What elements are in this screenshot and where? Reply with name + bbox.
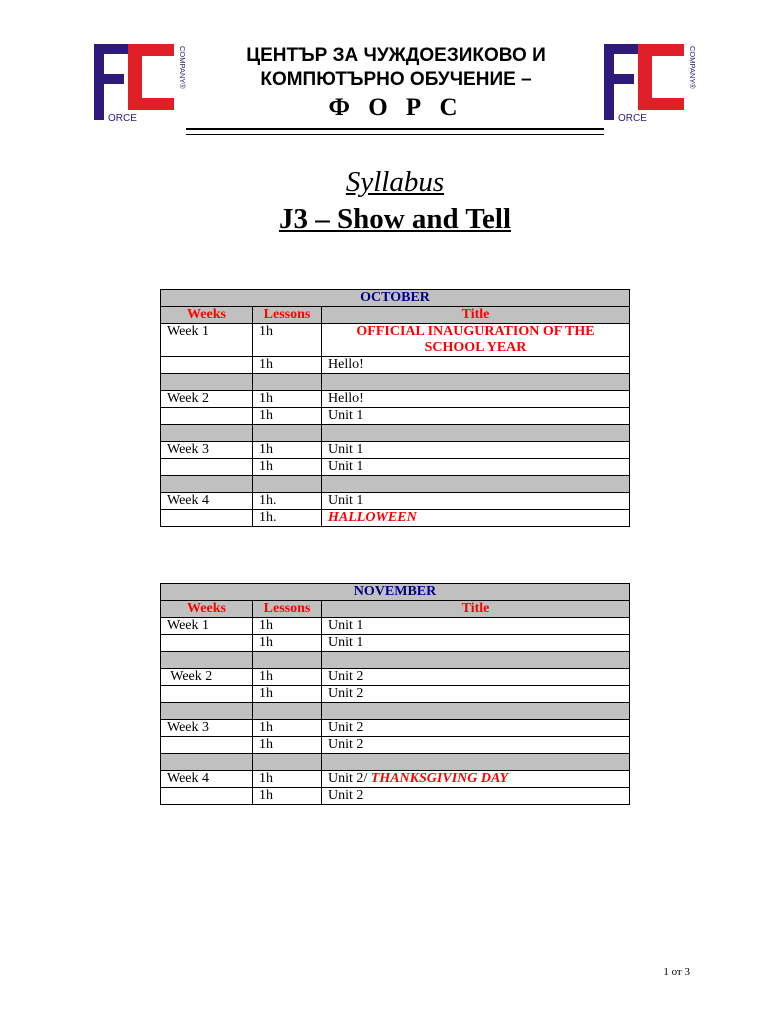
month-header: OCTOBER <box>161 290 630 307</box>
force-logo-left <box>92 42 188 122</box>
table-row: Week 2 1h Unit 2 <box>161 669 630 686</box>
separator-row <box>161 703 630 720</box>
inauguration-title: OFFICIAL INAUGURATION OF THE SCHOOL YEAR <box>322 324 630 357</box>
header-rule-thick <box>186 128 604 130</box>
halloween-title: HALLOWEEN <box>322 510 630 527</box>
table-row: Week 2 1h Hello! <box>161 391 630 408</box>
table-row: Week 3 1h Unit 2 <box>161 720 630 737</box>
col-lessons: Lessons <box>253 307 322 324</box>
force-logo-right <box>602 42 698 122</box>
table-row: Week 4 1h Unit 2/ THANKSGIVING DAY <box>161 771 630 788</box>
header-line-2: КОМПЮТЪРНО ОБУЧЕНИЕ – <box>260 69 532 90</box>
logo-company-text: COMPANY® <box>688 46 697 89</box>
table-row: 1h Hello! <box>161 357 630 374</box>
course-title: J3 – Show and Tell <box>278 203 512 235</box>
table-row: 1h Unit 1 <box>161 408 630 425</box>
table-row: Week 4 1h. Unit 1 <box>161 493 630 510</box>
thanksgiving-title: THANKSGIVING DAY <box>370 771 509 786</box>
separator-row <box>161 476 630 493</box>
page-number: 1 от 3 <box>663 966 690 978</box>
syllabus-heading: Syllabus <box>345 166 445 198</box>
col-weeks: Weeks <box>161 307 253 324</box>
october-schedule-table <box>160 289 630 527</box>
col-title: Title <box>322 307 630 324</box>
table-row: 1h. HALLOWEEN <box>161 510 630 527</box>
column-headers <box>161 307 630 324</box>
logo-company-text: COMPANY® <box>178 46 187 89</box>
separator-row <box>161 754 630 771</box>
separator-row <box>161 425 630 442</box>
separator-row <box>161 374 630 391</box>
november-schedule-table <box>160 583 630 805</box>
table-row: 1h Unit 2 <box>161 686 630 703</box>
table-row: 1h Unit 2 <box>161 788 630 805</box>
separator-row <box>161 652 630 669</box>
column-headers <box>161 601 630 618</box>
header-rule-thin <box>186 134 604 135</box>
table-row: 1h Unit 1 <box>161 459 630 476</box>
header-line-1: ЦЕНТЪР ЗА ЧУЖДОЕЗИКОВО И <box>246 45 546 66</box>
col-lessons: Lessons <box>253 601 322 618</box>
col-title: Title <box>322 601 630 618</box>
school-header <box>200 44 592 124</box>
header-line-3: Ф О Р С <box>328 94 464 121</box>
table-row: Week 1 1h OFFICIAL INAUGURATION OF THE SCHOOL YEAR <box>161 324 630 357</box>
col-weeks: Weeks <box>161 601 253 618</box>
logo-wordmark: ORCE <box>108 113 137 122</box>
table-row: Week 1 1h Unit 1 <box>161 618 630 635</box>
table-row: Week 3 1h Unit 1 <box>161 442 630 459</box>
table-row: 1h Unit 2 <box>161 737 630 754</box>
table-row: 1h Unit 1 <box>161 635 630 652</box>
logo-wordmark: ORCE <box>618 113 647 122</box>
month-header: NOVEMBER <box>161 584 630 601</box>
